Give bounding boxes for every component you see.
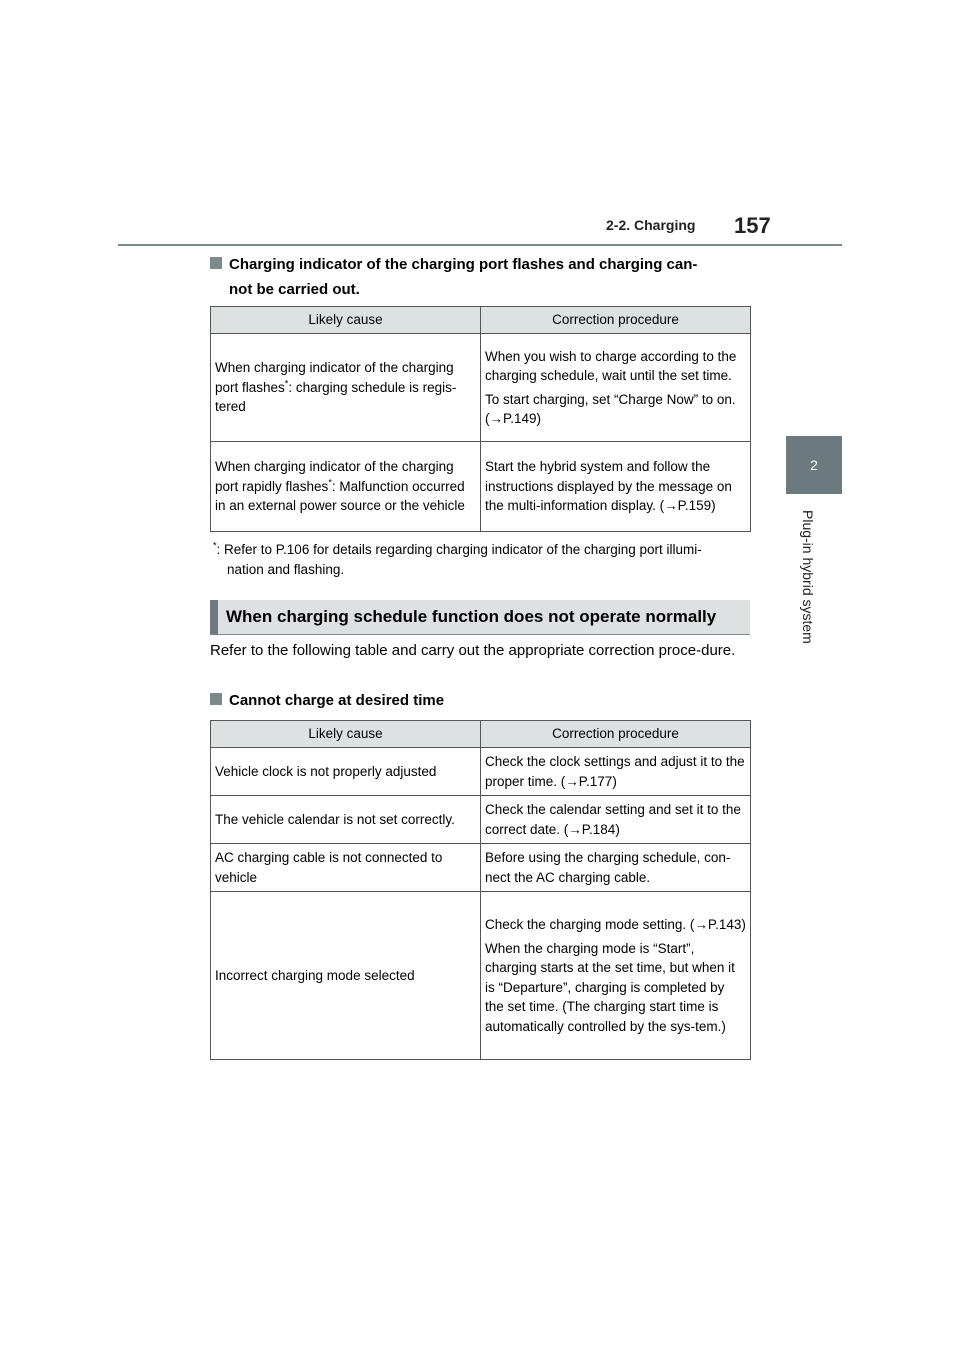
fix-cell (481, 892, 751, 1060)
cause-cell (211, 334, 481, 442)
cause-text: : charging schedule is regis-tered (215, 379, 457, 415)
footnote-mark: * (213, 540, 217, 551)
cause-cell: The vehicle calendar is not set correctly. (211, 796, 481, 844)
chapter-tab (786, 436, 842, 494)
square-bullet-icon (210, 257, 222, 269)
heading-text: Cannot charge at desired time (229, 692, 445, 709)
heading-line2: not be carried out. (229, 281, 360, 298)
footnote-ref: * (328, 477, 332, 488)
fix-text: Check the charging mode setting. (→P.143) (485, 917, 746, 932)
footnote-ref: * (284, 378, 289, 389)
fix-text: When the charging mode is “Start”, charging starts at the set time, but when it is “Departure”, charging is completed by the set time. (The charging start time is automatically controlled by the sys-tem.) (485, 940, 735, 1034)
fix-text: When you wish to charge according to the charging schedule, wait until the set time. (485, 348, 737, 383)
table-row (211, 892, 751, 1060)
subsection-heading-cannot-charge (210, 688, 444, 713)
footnote (213, 540, 743, 580)
header-divider (118, 244, 842, 246)
fix-cell (481, 748, 751, 796)
fix-cell (481, 844, 751, 892)
fix-text: Before using the charging schedule, con-nect the AC charging cable. (485, 850, 731, 885)
fix-text: Start the hybrid system and follow the instructions displayed by the message on the multi-information display. (→P.159) (485, 459, 732, 514)
cause-cell (211, 442, 481, 532)
column-header-correction-procedure: Correction procedure (481, 721, 751, 748)
cause-cell: AC charging cable is not connected to vehicle (211, 844, 481, 892)
fix-cell (481, 442, 751, 532)
fix-cell (481, 796, 751, 844)
table-row (211, 796, 751, 844)
chapter-number: 2 (810, 457, 818, 473)
cause-cell: Incorrect charging mode selected (211, 892, 481, 1060)
cause-text: : Malfunction occurred in an external power source or the vehicle (215, 478, 465, 514)
page-number: 157 (734, 213, 771, 238)
column-header-likely-cause: Likely cause (211, 721, 481, 748)
table-row (211, 844, 751, 892)
table-row (211, 748, 751, 796)
fix-cell (481, 334, 751, 442)
banner-divider (210, 634, 750, 635)
table-cannot-charge (210, 720, 751, 1060)
fix-text: To start charging, set “Charge Now” to on. (→P.149) (485, 391, 736, 426)
table-row (211, 442, 751, 532)
heading-line1: Charging indicator of the charging port flashes and charging can- (229, 256, 698, 273)
chapter-label: Plug-in hybrid system (800, 510, 816, 644)
table-header-row (211, 307, 751, 334)
fix-text: Check the calendar setting and set it to the correct date. (→P.184) (485, 802, 741, 837)
cause-text: When charging indicator of the charging port flashes (215, 360, 454, 395)
table-row (211, 334, 751, 442)
footnote-text-cont: nation and flashing. (227, 562, 345, 577)
subsection-heading-indicator-flashes (210, 252, 697, 302)
intro-paragraph: Refer to the following table and carry out the appropriate correction proce-dure. (210, 642, 736, 659)
fix-text: Check the clock settings and adjust it to the proper time. (→P.177) (485, 754, 745, 789)
cause-cell: Vehicle clock is not properly adjusted (211, 748, 481, 796)
section-title: 2-2. Charging (606, 217, 696, 233)
column-header-likely-cause: Likely cause (211, 307, 481, 334)
section-banner: When charging schedule function does not operate normally (210, 600, 750, 634)
table-indicator-flashes (210, 306, 751, 532)
column-header-correction-procedure: Correction procedure (481, 307, 751, 334)
footnote-text: : Refer to P.106 for details regarding charging indicator of the charging port illumi- (216, 542, 702, 557)
cause-text: When charging indicator of the charging port rapidly flashes (215, 459, 454, 494)
table-header-row (211, 721, 751, 748)
square-bullet-icon (210, 693, 222, 705)
